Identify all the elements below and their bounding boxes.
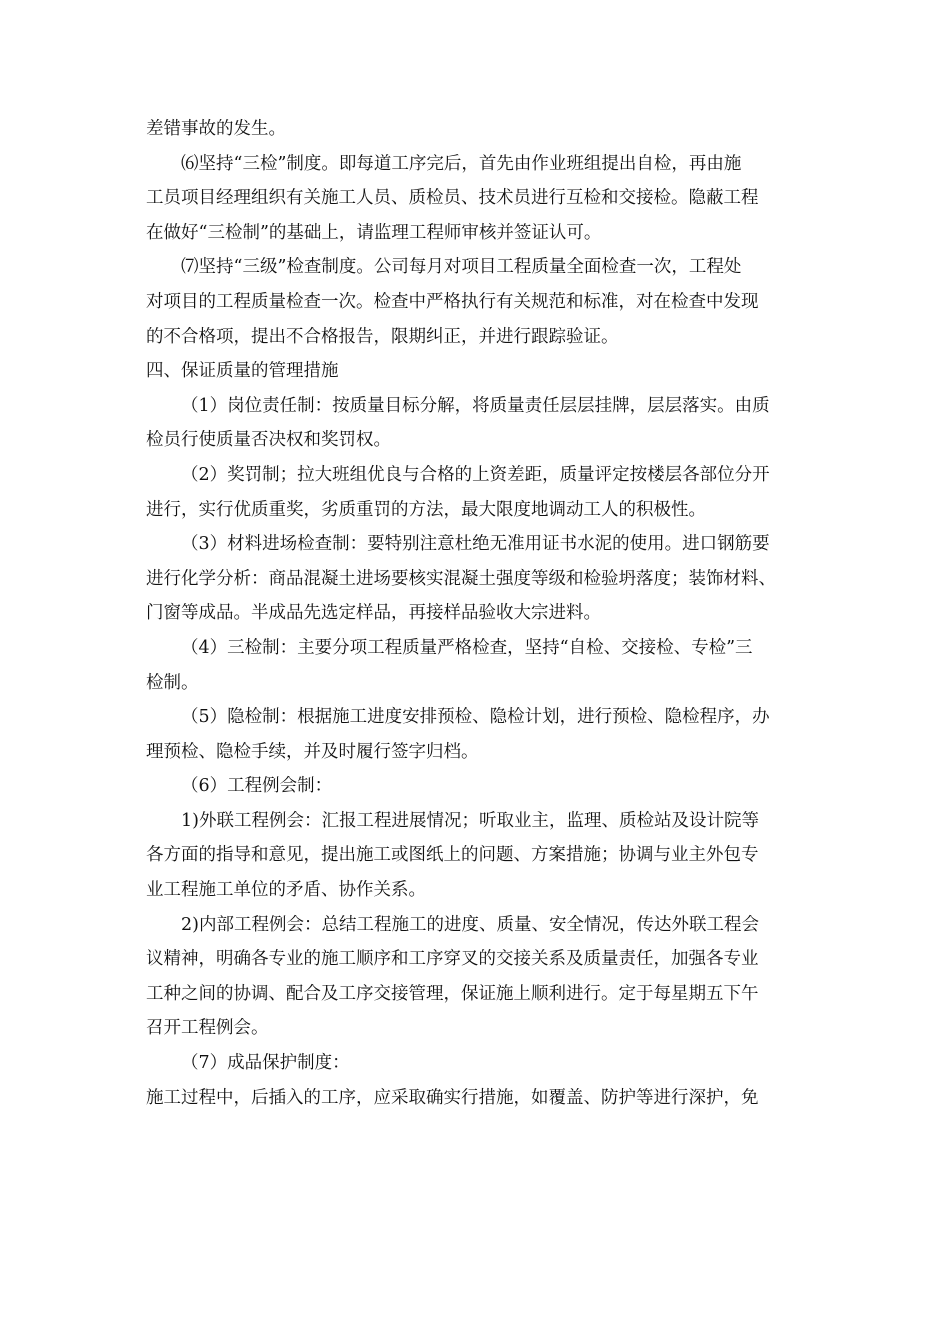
paragraph-internal-meeting: 2)内部工程例会：总结工程施工的进度、质量、安全情况，传达外联工程会 议精神，明确各专业的施工顺序和工序穿叉的交接关系及质量责任，加强各专业 工种之间的协调、配合及工序交接管理，保证施上顺利进行。定于每星期五下午 召开工程例会。 — [146, 914, 759, 1039]
paragraph-concealed-inspection: （5）隐检制：根据施工进度安排预检、隐检计划，进行预检、隐检程序，办 理预检、隐检手续，并及时履行签字归档。 — [146, 707, 770, 762]
paragraph-construction-process: 施工过程中，后插入的工序，应采取确实行措施，如覆盖、防护等进行深护，免 — [146, 1087, 759, 1108]
paragraph-three-check-system: （4）三检制：主要分项工程质量严格检查，坚持“自检、交接检、专检”三 检制。 — [146, 637, 753, 693]
paragraph-three-levels: ⑺坚持“三级”检查制度。公司每月对项目工程质量全面检查一次，工程处 对项目的工程质量检查一次。检查中严格执行有关规范和标准，对在检查中发现 的不合格项，提出不合格报告，限期纠正，并进行跟踪验证。 — [146, 257, 759, 347]
section-heading-quality-measures: 四、保证质量的管理措施 — [146, 361, 339, 382]
paragraph-reward-penalty: （2）奖罚制；拉大班组优良与合格的上资差距，质量评定按楼层各部位分开 进行，实行优质重奖，劣质重罚的方法，最大限度地调动工人的积极性。 — [146, 464, 770, 520]
document-body — [146, 112, 806, 1115]
paragraph-three-checks: ⑹坚持“三检”制度。即每道工序完后，首先由作业班组提出自检，再由施 工员项目经理组织有关施工人员、质检员、技术员进行互检和交接检。隐蔽工程 在做好“三检制”的基础上，请监理工程师审核并签证认可。 — [146, 153, 759, 243]
paragraph-material-inspection: （3）材料进场检查制：要特别注意杜绝无准用证书水泥的使用。进口钢筋要 进行化学分析：商品混凝土进场要核实混凝土强度等级和检验坍落度；装饰材料、 门窗等成品。半成品先选定样品，再接样品验收大宗进料。 — [146, 534, 776, 624]
paragraph-continuation: 差错事故的发生。 — [146, 119, 286, 139]
paragraph-meeting-system: （6）工程例会制： — [181, 776, 333, 797]
paragraph-product-protection: （7）成品保护制度： — [181, 1053, 350, 1074]
paragraph-external-meeting: 1)外联工程例会：汇报工程进展情况；听取业主，监理、质检站及设计院等 各方面的指导和意见，提出施工或图纸上的问题、方案措施；协调与业主外包专 业工程施工单位的矛盾、协作关系。 — [146, 810, 759, 901]
paragraph-post-responsibility: （1）岗位责任制：按质量目标分解，将质量责任层层挂牌，层层落实。由质 检员行使质量否决权和奖罚权。 — [146, 395, 770, 451]
